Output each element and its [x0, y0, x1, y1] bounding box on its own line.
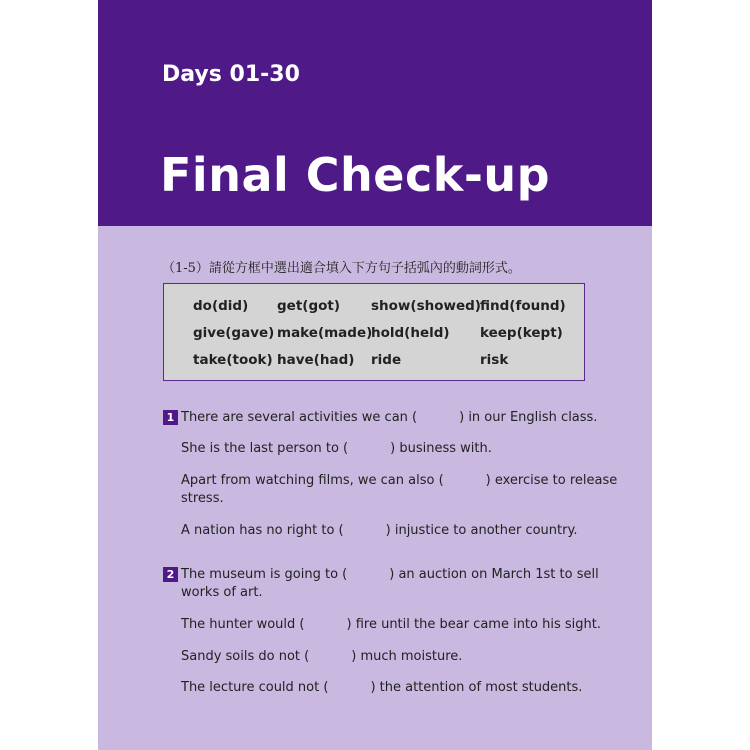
word-box	[163, 283, 585, 381]
sentence-after: ) exercise to release	[485, 473, 618, 488]
word-option: show(showed)	[371, 298, 481, 314]
sentence-after: ) in our English class.	[459, 410, 598, 425]
sentence-before: Apart from watching films, we can also (	[181, 473, 444, 488]
question-sentence	[181, 679, 582, 697]
sentence-before: A nation has no right to (	[181, 523, 344, 538]
sentence-after: ) the attention of most students.	[370, 680, 583, 695]
sentence-after: ) fire until the bear came into his sight.	[346, 617, 601, 632]
sentence-continuation: works of art.	[181, 585, 263, 600]
sentence-continuation: stress.	[181, 491, 224, 506]
sentence-after: ) an auction on March 1st to sell	[389, 567, 599, 582]
instruction-text: （1-5）請從方框中選出適合填入下方句子括弧內的動詞形式。	[162, 261, 521, 276]
word-option: risk	[480, 352, 509, 368]
sentence-after: ) much moisture.	[351, 649, 463, 664]
sentence-before: She is the last person to (	[181, 441, 349, 456]
word-option: hold(held)	[371, 325, 450, 341]
sentence-before: The lecture could not (	[181, 680, 329, 695]
word-option: keep(kept)	[480, 325, 563, 341]
sentence-before: The hunter would (	[181, 617, 305, 632]
word-option: get(got)	[277, 298, 341, 314]
question-sentence	[181, 648, 462, 666]
header-banner	[98, 0, 652, 226]
question-number-badge: 1	[163, 410, 178, 425]
word-option: do(did)	[193, 298, 249, 314]
question-number-badge: 2	[163, 567, 178, 582]
page-title: Final Check-up	[160, 148, 551, 202]
word-option: ride	[371, 352, 402, 368]
question-sentence	[181, 566, 599, 602]
sentence-before: There are several activities we can (	[181, 410, 418, 425]
header-subtitle: Days 01-30	[162, 62, 300, 87]
sentence-after: ) injustice to another country.	[385, 523, 578, 538]
question-sentence	[181, 440, 492, 458]
question-sentence	[181, 409, 597, 427]
word-option: give(gave)	[193, 325, 275, 341]
word-option: find(found)	[480, 298, 566, 314]
page	[98, 0, 652, 750]
sentence-before: The museum is going to (	[181, 567, 348, 582]
question-sentence	[181, 616, 601, 634]
question-sentence	[181, 472, 617, 508]
word-option: have(had)	[277, 352, 355, 368]
word-option: make(made)	[277, 325, 373, 341]
word-option: take(took)	[193, 352, 273, 368]
sentence-after: ) business with.	[390, 441, 492, 456]
sentence-before: Sandy soils do not (	[181, 649, 310, 664]
question-sentence	[181, 522, 577, 540]
